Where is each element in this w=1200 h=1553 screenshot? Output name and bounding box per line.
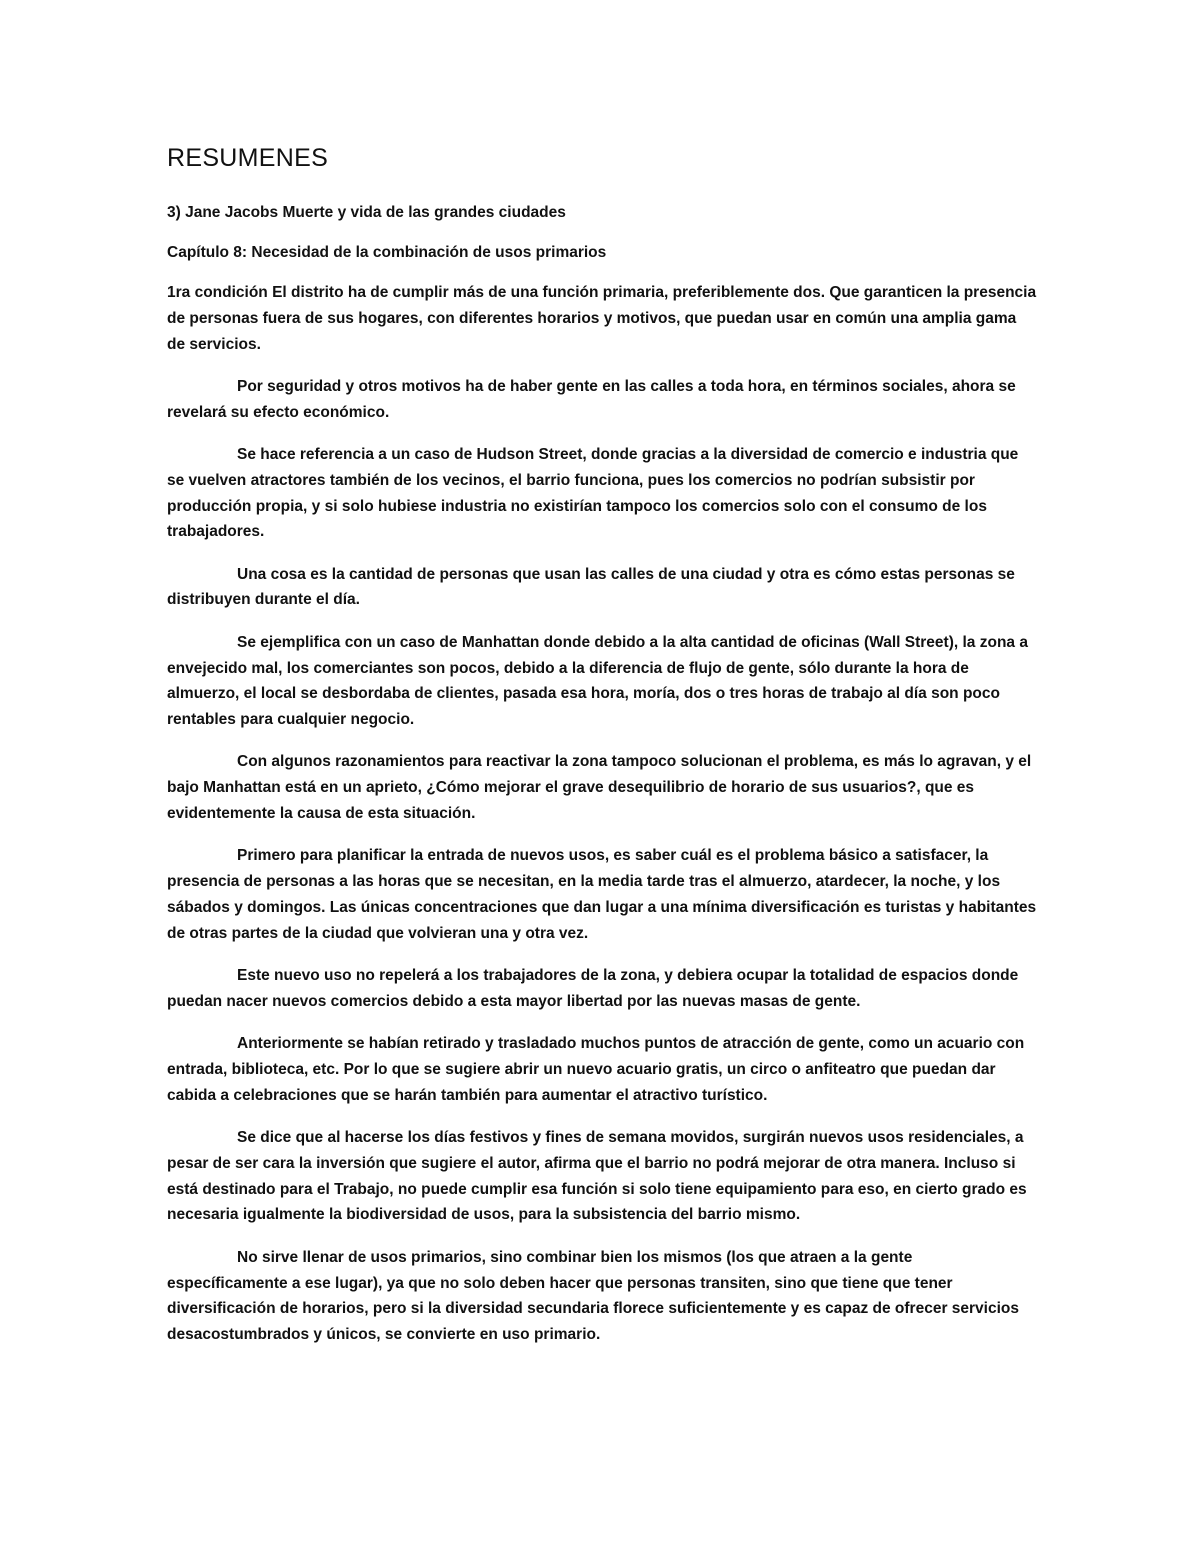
paragraph-1: 1ra condición El distrito ha de cumplir más de una función primaria, preferiblemente dos. Que garanticen la presencia de personas fuera de sus hogares, con diferentes horarios y motivos, que puedan usar en común una amplia gama de servicios.: [167, 284, 1037, 353]
book-heading: 3) Jane Jacobs Muerte y vida de las grandes ciudades: [167, 204, 566, 221]
paragraph-3: Se hace referencia a un caso de Hudson Street, donde gracias a la diversidad de comercio e industria que se vuelven atractores también de los vecinos, el barrio funciona, pues los comercios no podrían subsistir por producción propia, y si solo hubiese industria no existirían tampoco los comercios solo con el consumo de los trabajadores.: [167, 445, 1019, 541]
document-page: [167, 140, 1037, 1364]
paragraph-5: Se ejemplifica con un caso de Manhattan donde debido a la alta cantidad de oficinas (Wall Street), la zona a envejecido mal, los comerciantes son pocos, debido a la diferencia de flujo de gente, sólo durante la hora de almuerzo, el local se desbordaba de clientes, pasada esa hora, moría, dos o tres horas de trabajo al día son poco rentables para cualquier negocio.: [167, 633, 1028, 729]
paragraph-2: Por seguridad y otros motivos ha de haber gente en las calles a toda hora, en términos sociales, ahora se revelará su efecto económico.: [167, 377, 1016, 421]
paragraph-4: Una cosa es la cantidad de personas que usan las calles de una ciudad y otra es cómo estas personas se distribuyen durante el día.: [167, 565, 1015, 609]
paragraph-9: Anteriormente se habían retirado y trasladado muchos puntos de atracción de gente, como un acuario con entrada, biblioteca, etc. Por lo que se sugiere abrir un nuevo acuario gratis, un circo o anfiteatro que puedan dar cabida a celebraciones que se harán también para aumentar el atractivo turístico.: [167, 1035, 1025, 1104]
paragraph-7: Primero para planificar la entrada de nuevos usos, es saber cuál es el problema básico a satisfacer, la presencia de personas a las horas que se necesitan, en la media tarde tras el almuerzo, atardecer, la noche, y los sábados y domingos. Las únicas concentraciones que dan lugar a una mínima diversificación es turistas y habitantes de otras partes de la ciudad que volvieran una y otra vez.: [167, 847, 1037, 942]
paragraph-8: Este nuevo uso no repelerá a los trabajadores de la zona, y debiera ocupar la totalidad de espacios donde puedan nacer nuevos comercios debido a esta mayor libertad por las nuevas masas de gente.: [167, 967, 1019, 1010]
chapter-heading: Capítulo 8: Necesidad de la combinación de usos primarios: [167, 244, 607, 261]
paragraph-6: Con algunos razonamientos para reactivar la zona tampoco solucionan el problema, es más lo agravan, y el bajo Manhattan está en un aprieto, ¿Cómo mejorar el grave desequilibrio de horario de sus usuarios?, que es evidentemente la causa de esta situación.: [167, 753, 1032, 823]
paragraph-11: No sirve llenar de usos primarios, sino combinar bien los mismos (los que atraen a la gente específicamente a ese lugar), ya que no solo deben hacer que personas transiten, sino que tiene que tener diversificación de horarios, pero si la diversidad secundaria florece suficientemente y es capaz de ofrecer servicios desacostumbrados y únicos, se convierte en uso primario.: [167, 1248, 1020, 1344]
document-title: RESUMENES: [167, 144, 329, 172]
paragraph-10: Se dice que al hacerse los días festivos y fines de semana movidos, surgirán nuevos usos residenciales, a pesar de ser cara la inversión que sugiere el autor, afirma que el barrio no podrá mejorar de otra manera. Incluso si está destinado para el Trabajo, no puede cumplir esa función si solo tiene equipamiento para eso, en cierto grado es necesaria igualmente la biodiversidad de usos, para la subsistencia del barrio mismo.: [167, 1129, 1027, 1224]
